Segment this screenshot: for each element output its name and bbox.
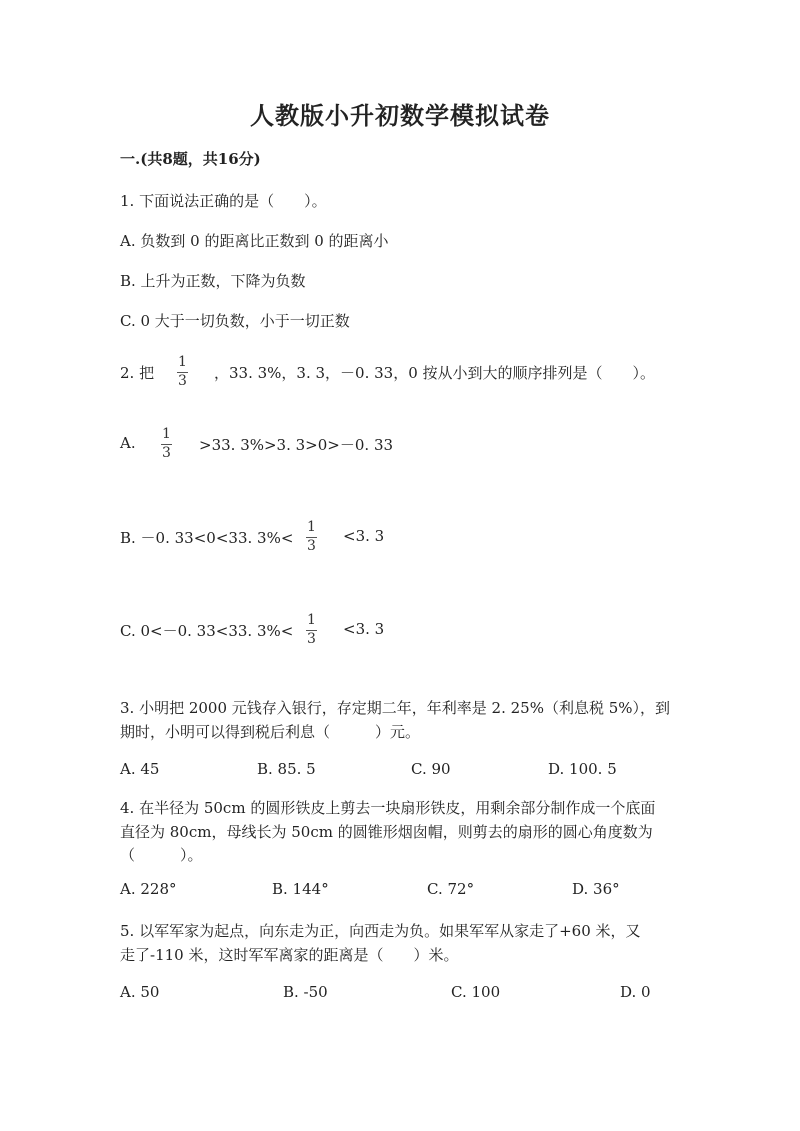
- q2-option-a-text: >33. 3%>3. 3>0>－0. 33: [199, 436, 394, 454]
- q2-option-b-post: <3. 3: [343, 527, 385, 545]
- q4-option-a: A. 228°: [120, 880, 177, 898]
- q4-option-c: C. 72°: [427, 880, 475, 898]
- fraction-one-third: [161, 427, 172, 461]
- fraction-one-third: [306, 613, 317, 647]
- q2-option-c-pre: C. 0<－0. 33<33. 3%<: [120, 622, 294, 640]
- q3-stem-line2: 期时，小明可以得到税后利息（ ）元。: [120, 723, 421, 741]
- fraction-denominator: 3: [307, 538, 316, 554]
- q5-option-d: D. 0: [620, 983, 651, 1001]
- q4-option-b: B. 144°: [272, 880, 329, 898]
- section-heading: 一.(共8题，共16分): [120, 150, 261, 168]
- q4-stem-line1: 4. 在半径为 50cm 的圆形铁皮上剪去一块扇形铁皮，用剩余部分制作成一个底面: [120, 799, 656, 817]
- q3-option-b: B. 85. 5: [257, 760, 316, 778]
- q5-stem-line2: 走了-110 米，这时军军离家的距离是（ ）米。: [120, 946, 459, 964]
- q2-option-c-post: <3. 3: [343, 620, 385, 638]
- q4-stem-line3: （ ）。: [120, 846, 203, 864]
- q1-option-b: B. 上升为正数，下降为负数: [120, 272, 306, 290]
- q2-stem-post: ，33. 3%，3. 3，－0. 33，0 按从小到大的顺序排列是（ ）。: [214, 364, 656, 382]
- q1-stem: 1. 下面说法正确的是（ ）。: [120, 192, 327, 210]
- q2-stem-pre: 2. 把: [120, 364, 155, 382]
- fraction-denominator: 3: [178, 373, 187, 389]
- q2-option-a-label: A.: [120, 434, 136, 452]
- fraction-numerator: 1: [178, 354, 187, 370]
- fraction-numerator: 1: [307, 519, 316, 535]
- q5-option-a: A. 50: [120, 983, 160, 1001]
- q5-option-b: B. -50: [283, 983, 328, 1001]
- page-title: 人教版小升初数学模拟试卷: [250, 101, 550, 130]
- q4-option-d: D. 36°: [572, 880, 620, 898]
- q5-stem-line1: 5. 以军军家为起点，向东走为正，向西走为负。如果军军从家走了+60 米，又: [120, 922, 641, 940]
- q2-option-b-pre: B. －0. 33<0<33. 3%<: [120, 529, 294, 547]
- q5-option-c: C. 100: [451, 983, 501, 1001]
- q4-stem-line2: 直径为 80cm，母线长为 50cm 的圆锥形烟囱帽，则剪去的扇形的圆心角度数为: [120, 823, 653, 841]
- fraction-denominator: 3: [307, 631, 316, 647]
- q3-option-c: C. 90: [411, 760, 451, 778]
- fraction-one-third: [177, 355, 188, 389]
- q1-option-a: A. 负数到 0 的距离比正数到 0 的距离小: [120, 232, 389, 250]
- fraction-numerator: 1: [307, 612, 316, 628]
- q3-stem-line1: 3. 小明把 2000 元钱存入银行，存定期二年，年利率是 2. 25%（利息税 5%），到: [120, 699, 671, 717]
- q3-option-d: D. 100. 5: [548, 760, 617, 778]
- fraction-denominator: 3: [162, 445, 171, 461]
- q1-option-c: C. 0 大于一切负数，小于一切正数: [120, 312, 350, 330]
- fraction-one-third: [306, 520, 317, 554]
- fraction-numerator: 1: [162, 426, 171, 442]
- q3-option-a: A. 45: [120, 760, 160, 778]
